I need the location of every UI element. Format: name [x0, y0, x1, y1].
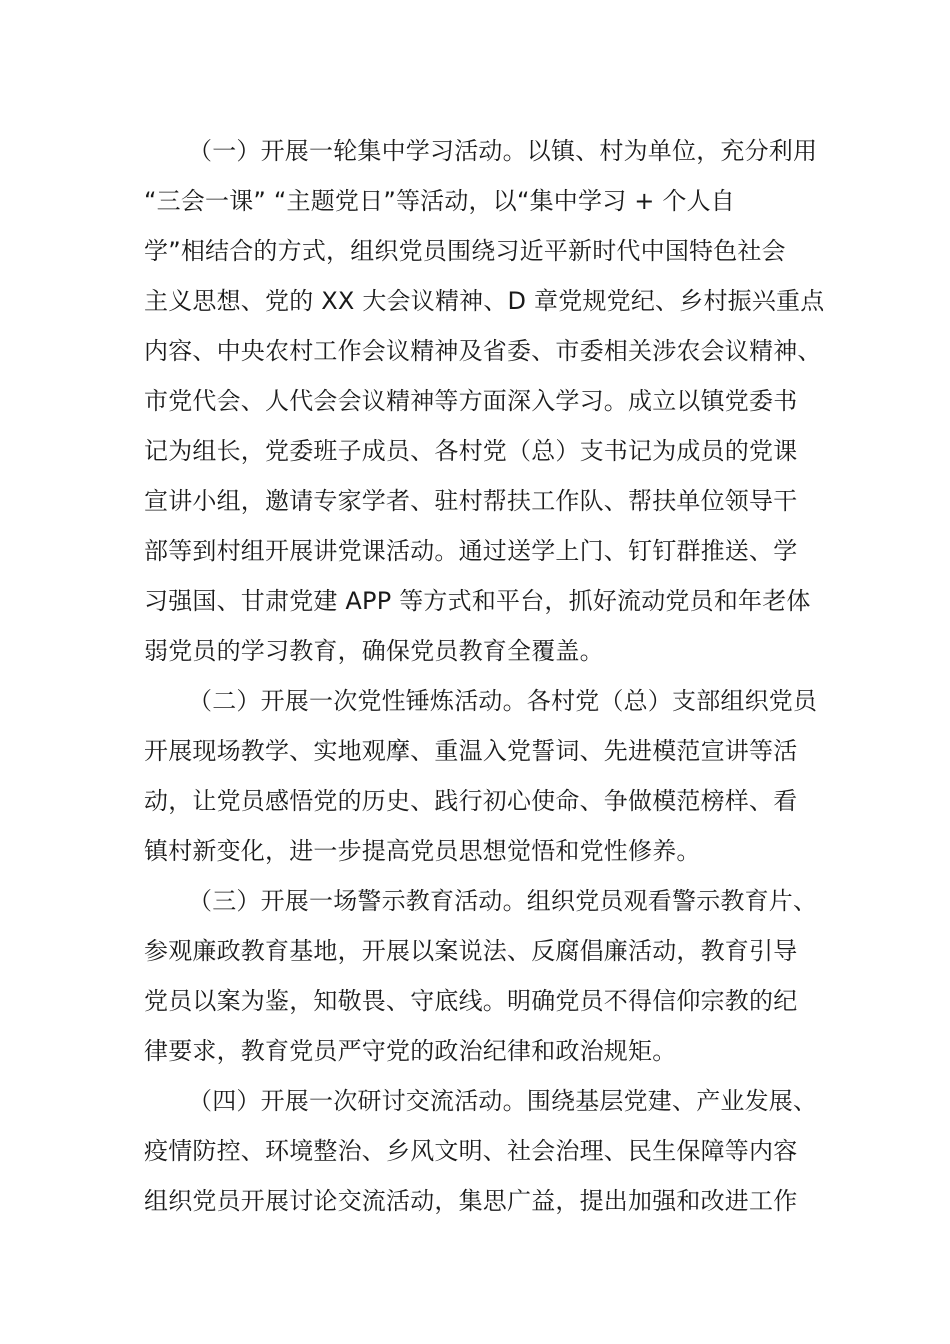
paragraph-3-line-3: 党员以案为鉴，知敬畏、守底线。明确党员不得信仰宗教的纪: [144, 987, 798, 1015]
paragraph-4-line-2: 疫情防控、环境整治、乡风文明、社会治理、民生保障等内容: [144, 1137, 798, 1165]
paragraph-3-line-2: 参观廉政教育基地，开展以案说法、反腐倡廉活动，教育引导: [144, 937, 798, 965]
paragraph-1-line-8: 宣讲小组，邀请专家学者、驻村帮扶工作队、帮扶单位领导干: [144, 487, 798, 515]
paragraph-1-line-1: （一）开展一轮集中学习活动。以镇、村为单位，充分利用: [188, 137, 818, 165]
paragraph-2-line-4: 镇村新变化，进一步提高党员思想觉悟和党性修养。: [144, 837, 701, 865]
paragraph-3-line-1: （三）开展一场警示教育活动。组织党员观看警示教育片、: [188, 887, 818, 915]
paragraph-4-line-3: 组织党员开展讨论交流活动，集思广益，提出加强和改进工作: [144, 1187, 798, 1215]
paragraph-1-line-3: 学”相结合的方式，组织党员围绕习近平新时代中国特色社会: [144, 237, 786, 265]
document-body: [144, 126, 825, 1226]
paragraph-2-line-2: 开展现场教学、实地观摩、重温入党誓词、先进模范宣讲等活: [144, 737, 798, 765]
paragraph-3-line-4: 律要求，教育党员严守党的政治纪律和政治规矩。: [144, 1037, 677, 1065]
paragraph-1-line-10: 习强国、甘肃党建 APP 等方式和平台，抓好流动党员和年老体: [144, 587, 811, 615]
paragraph-1-line-11: 弱党员的学习教育，确保党员教育全覆盖。: [144, 637, 604, 665]
paragraph-2-line-3: 动，让党员感悟党的历史、践行初心使命、争做模范榜样、看: [144, 787, 798, 815]
paragraph-1-line-7: 记为组长，党委班子成员、各村党（总）支书记为成员的党课: [144, 437, 798, 465]
paragraph-1-line-2: “三会一课” “主题党日”等活动，以“集中学习 + 个人自: [144, 187, 735, 215]
paragraph-1-line-9: 部等到村组开展讲党课活动。通过送学上门、钉钉群推送、学: [144, 537, 798, 565]
paragraph-4-line-1: （四）开展一次研讨交流活动。围绕基层党建、产业发展、: [188, 1087, 818, 1115]
paragraph-1-line-5: 内容、中央农村工作会议精神及省委、市委相关涉农会议精神、: [144, 337, 822, 365]
paragraph-2-line-1: （二）开展一次党性锤炼活动。各村党（总）支部组织党员: [188, 687, 818, 715]
paragraph-1-line-4: 主义思想、党的 XX 大会议精神、D 章党规党纪、乡村振兴重点: [144, 287, 825, 315]
paragraph-1-line-6: 市党代会、人代会会议精神等方面深入学习。成立以镇党委书: [144, 387, 798, 415]
